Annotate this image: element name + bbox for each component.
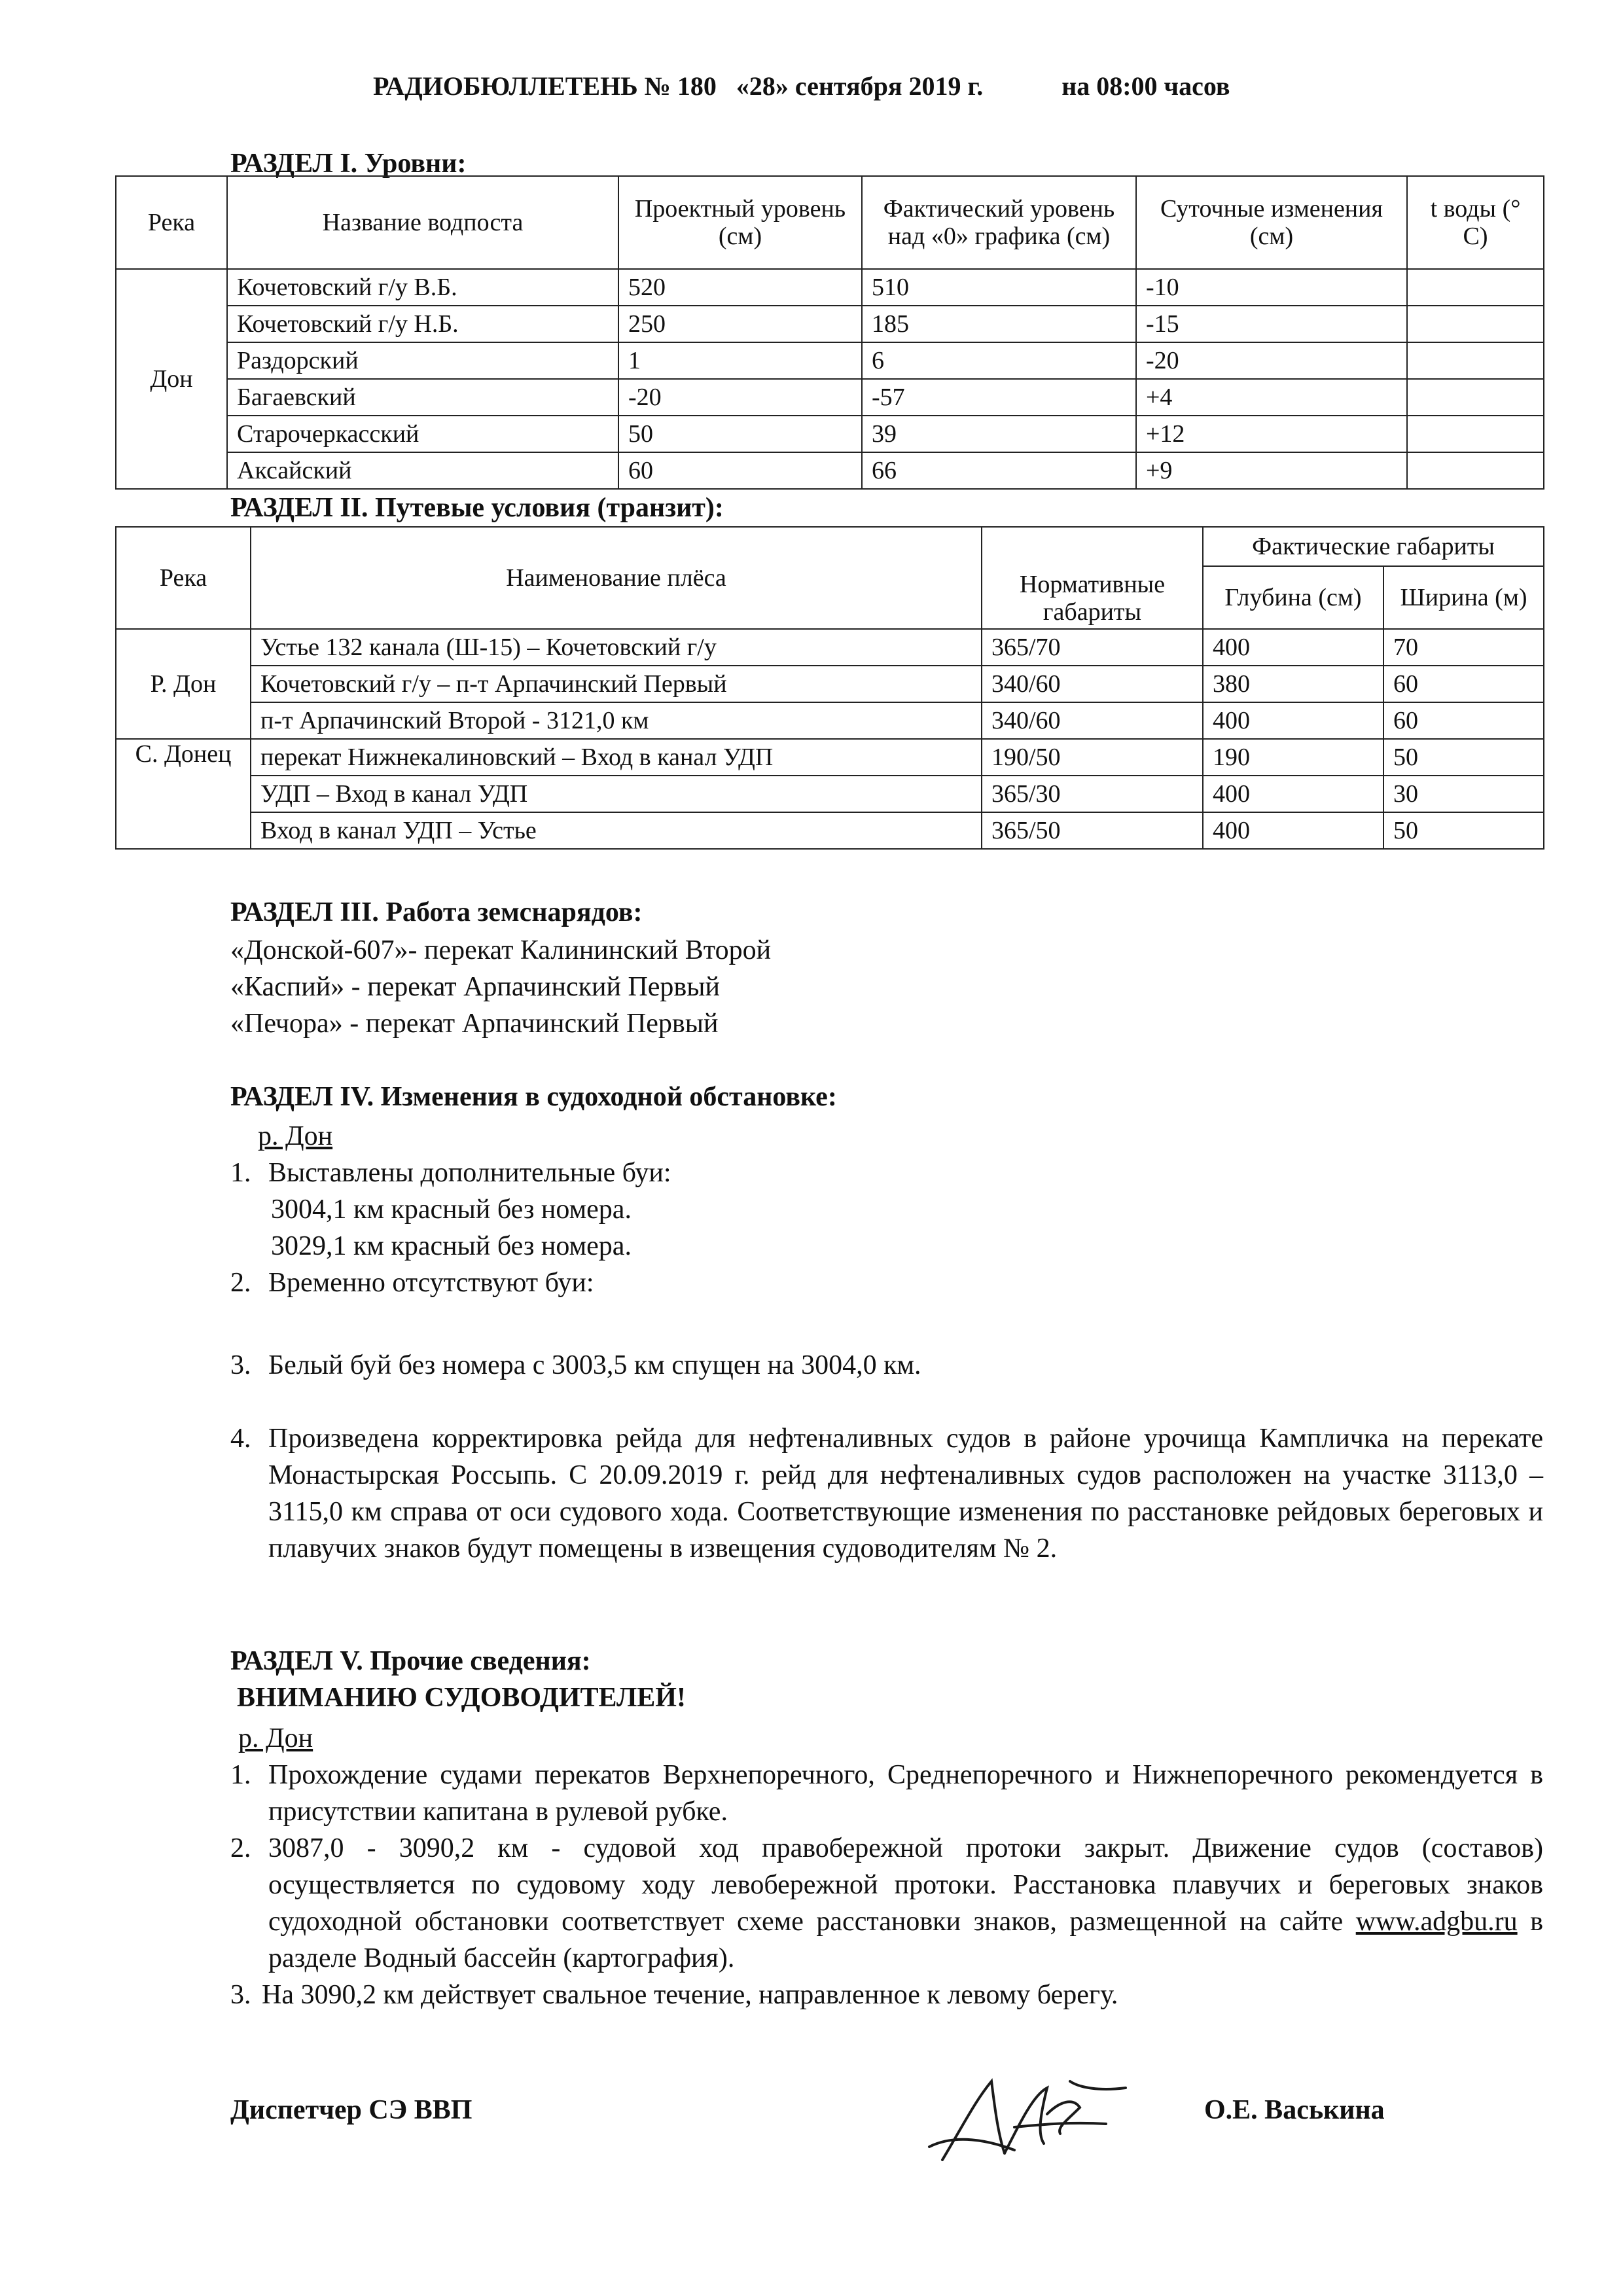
station-cell: Кочетовский г/у В.Б. [227,269,618,306]
item-number: 4. [230,1424,251,1454]
value-cell [1407,342,1544,379]
col-actual-size: Фактические габариты [1203,527,1544,566]
stretch-cell: Вход в канал УДП – Устье [251,812,982,849]
value-cell: -57 [862,379,1136,416]
value-cell: -20 [1136,342,1407,379]
stretch-cell: перекат Нижнекалиновский – Вход в канал УДП [251,739,982,776]
list-item: «Каспий» - перекат Арпачинский Первый [230,972,720,1002]
value-cell: 365/50 [982,812,1203,849]
list-item: На 3090,2 км действует свальное течение, направленное к левому берегу. [262,1980,1118,2010]
section4-title: РАЗДЕЛ IV. Изменения в судоходной обстановке: [230,1082,837,1112]
table-row [116,666,1544,702]
dredger-list [230,932,771,1042]
station-cell: Старочеркасский [227,416,618,452]
bulletin-title [373,71,1230,101]
table-row [116,269,1544,306]
value-cell: 250 [618,306,862,342]
value-cell: 400 [1203,776,1383,812]
value-cell [1407,306,1544,342]
station-cell: Раздорский [227,342,618,379]
bulletin-time: на 08:00 часов [1061,71,1230,101]
table-row [116,812,1544,849]
col-norm-size: Нормативные габариты [982,527,1203,629]
stretch-cell: Кочетовский г/у – п-т Арпачинский Первый [251,666,982,702]
value-cell: -10 [1136,269,1407,306]
item-number: 2. [230,1833,251,1863]
value-cell: +4 [1136,379,1407,416]
list-item: 3029,1 км красный без номера. [271,1231,632,1261]
river-subtitle: р. Дон [258,1121,333,1151]
river-cell: Дон [116,269,227,489]
value-cell [1407,416,1544,452]
col-depth: Глубина (см) [1203,566,1383,629]
river-cell: С. Донец [116,739,251,849]
value-cell [1407,269,1544,306]
item-number: 1. [230,1760,251,1790]
section2-title: РАЗДЕЛ II. Путевые условия (транзит): [230,493,724,523]
value-cell: 60 [1383,666,1544,702]
signature-image [916,2062,1132,2173]
list-item: «Печора» - перекат Арпачинский Первый [230,1009,719,1039]
bulletin-number: РАДИОБЮЛЛЕТЕНЬ № 180 [373,71,717,101]
col-width: Ширина (м) [1383,566,1544,629]
website-link[interactable]: www.adgbu.ru [1355,1907,1518,1937]
value-cell: 66 [862,452,1136,489]
bulletin-date: «28» сентября 2019 г. [736,71,984,101]
value-cell: 50 [1383,739,1544,776]
route-header-row [116,527,1544,566]
levels-header-row [116,176,1544,269]
river-cell: Р. Дон [116,629,251,739]
list-item [268,1830,1543,1977]
dispatcher-name: О.Е. Васькина [1204,2095,1385,2125]
list-item: Прохождение судами перекатов Верхнепоречного, Среднепоречного и Нижнепоречного рекомендуется в присутствии капитана в рулевой рубке. [268,1760,1543,1827]
value-cell: 50 [618,416,862,452]
table-row [116,776,1544,812]
item-text: 3087,0 - 3090,2 км - судовой ход правобережной протоки закрыт. Движение судов (составов) осуществляется по судовому ходу левобережной протоки. Расстановка плавучих и береговых знаков судоходной обстановки соответствует схеме расстановки знаков, размещенной на сайте [268,1833,1543,1937]
col-stretch: Наименование плёса [251,527,982,629]
value-cell: 6 [862,342,1136,379]
col-station: Название водпоста [227,176,618,269]
table-row [116,416,1544,452]
attention-heading: ВНИМАНИЮ СУДОВОДИТЕЛЕЙ! [237,1683,686,1713]
value-cell [1407,379,1544,416]
river-subtitle: р. Дон [238,1723,313,1753]
value-cell: 1 [618,342,862,379]
section5-title: РАЗДЕЛ V. Прочие сведения: [230,1646,591,1676]
col-river: Река [116,527,251,629]
value-cell: 60 [1383,702,1544,739]
section1-title: РАЗДЕЛ I. Уровни: [230,149,467,179]
table-row [116,342,1544,379]
table-row [116,629,1544,666]
value-cell: -15 [1136,306,1407,342]
value-cell: 520 [618,269,862,306]
station-cell: Багаевский [227,379,618,416]
stretch-cell: УДП – Вход в канал УДП [251,776,982,812]
item-number: 1. [230,1158,251,1188]
col-river: Река [116,176,227,269]
table-row [116,702,1544,739]
list-item: Произведена корректировка рейда для нефтеналивных судов в районе урочища Кампличка на перекате Монастырская Россыпь. С 20.09.2019 г. рейд для нефтеналивных судов расположен на участке 3113,0 – 3115,0 км справа от оси судового хода. Соответствующие изменения по расстановке рейдовых береговых и плавучих знаков будут помещены в извещения судоводителям № 2. [268,1424,1543,1564]
value-cell: 365/70 [982,629,1203,666]
col-water-temp: t воды (° С) [1407,176,1544,269]
stretch-cell: Устье 132 канала (Ш-15) – Кочетовский г/у [251,629,982,666]
item-text: в разделе Водный бассейн (картография). [268,1907,1544,1973]
list-item: Белый буй без номера с 3003,5 км спущен на 3004,0 км. [268,1350,921,1380]
value-cell: 185 [862,306,1136,342]
value-cell: 400 [1203,702,1383,739]
value-cell: 510 [862,269,1136,306]
item-number: 3. [230,1350,251,1380]
col-daily-change: Суточные изменения (см) [1136,176,1407,269]
route-table [115,526,1544,850]
buoy-list [271,1191,632,1265]
table-row [116,379,1544,416]
table-row [116,306,1544,342]
value-cell: 400 [1203,629,1383,666]
levels-table [115,175,1544,490]
value-cell: 39 [862,416,1136,452]
value-cell: +9 [1136,452,1407,489]
list-item: Временно отсутствуют буи: [268,1268,594,1298]
station-cell: Кочетовский г/у Н.Б. [227,306,618,342]
list-item: Выставлены дополнительные буи: [268,1158,671,1188]
item-number: 3. [230,1980,251,2010]
value-cell: 60 [618,452,862,489]
value-cell: 340/60 [982,702,1203,739]
table-row [116,739,1544,776]
value-cell: 30 [1383,776,1544,812]
value-cell: +12 [1136,416,1407,452]
value-cell: 190 [1203,739,1383,776]
list-item: «Донской-607»- перекат Калининский Второй [230,935,772,965]
value-cell [1407,452,1544,489]
col-actual-level: Фактический уровень над «0» графика (см) [862,176,1136,269]
value-cell: 190/50 [982,739,1203,776]
value-cell: 340/60 [982,666,1203,702]
col-project-level: Проектный уровень (см) [618,176,862,269]
value-cell: 365/30 [982,776,1203,812]
value-cell: 50 [1383,812,1544,849]
value-cell: 400 [1203,812,1383,849]
dispatcher-position: Диспетчер СЭ ВВП [230,2095,473,2125]
value-cell: 70 [1383,629,1544,666]
stretch-cell: п-т Арпачинский Второй - 3121,0 км [251,702,982,739]
value-cell: -20 [618,379,862,416]
table-row [116,452,1544,489]
station-cell: Аксайский [227,452,618,489]
section3-title: РАЗДЕЛ III. Работа земснарядов: [230,897,643,927]
value-cell: 380 [1203,666,1383,702]
item-number: 2. [230,1268,251,1298]
list-item: 3004,1 км красный без номера. [271,1194,632,1225]
